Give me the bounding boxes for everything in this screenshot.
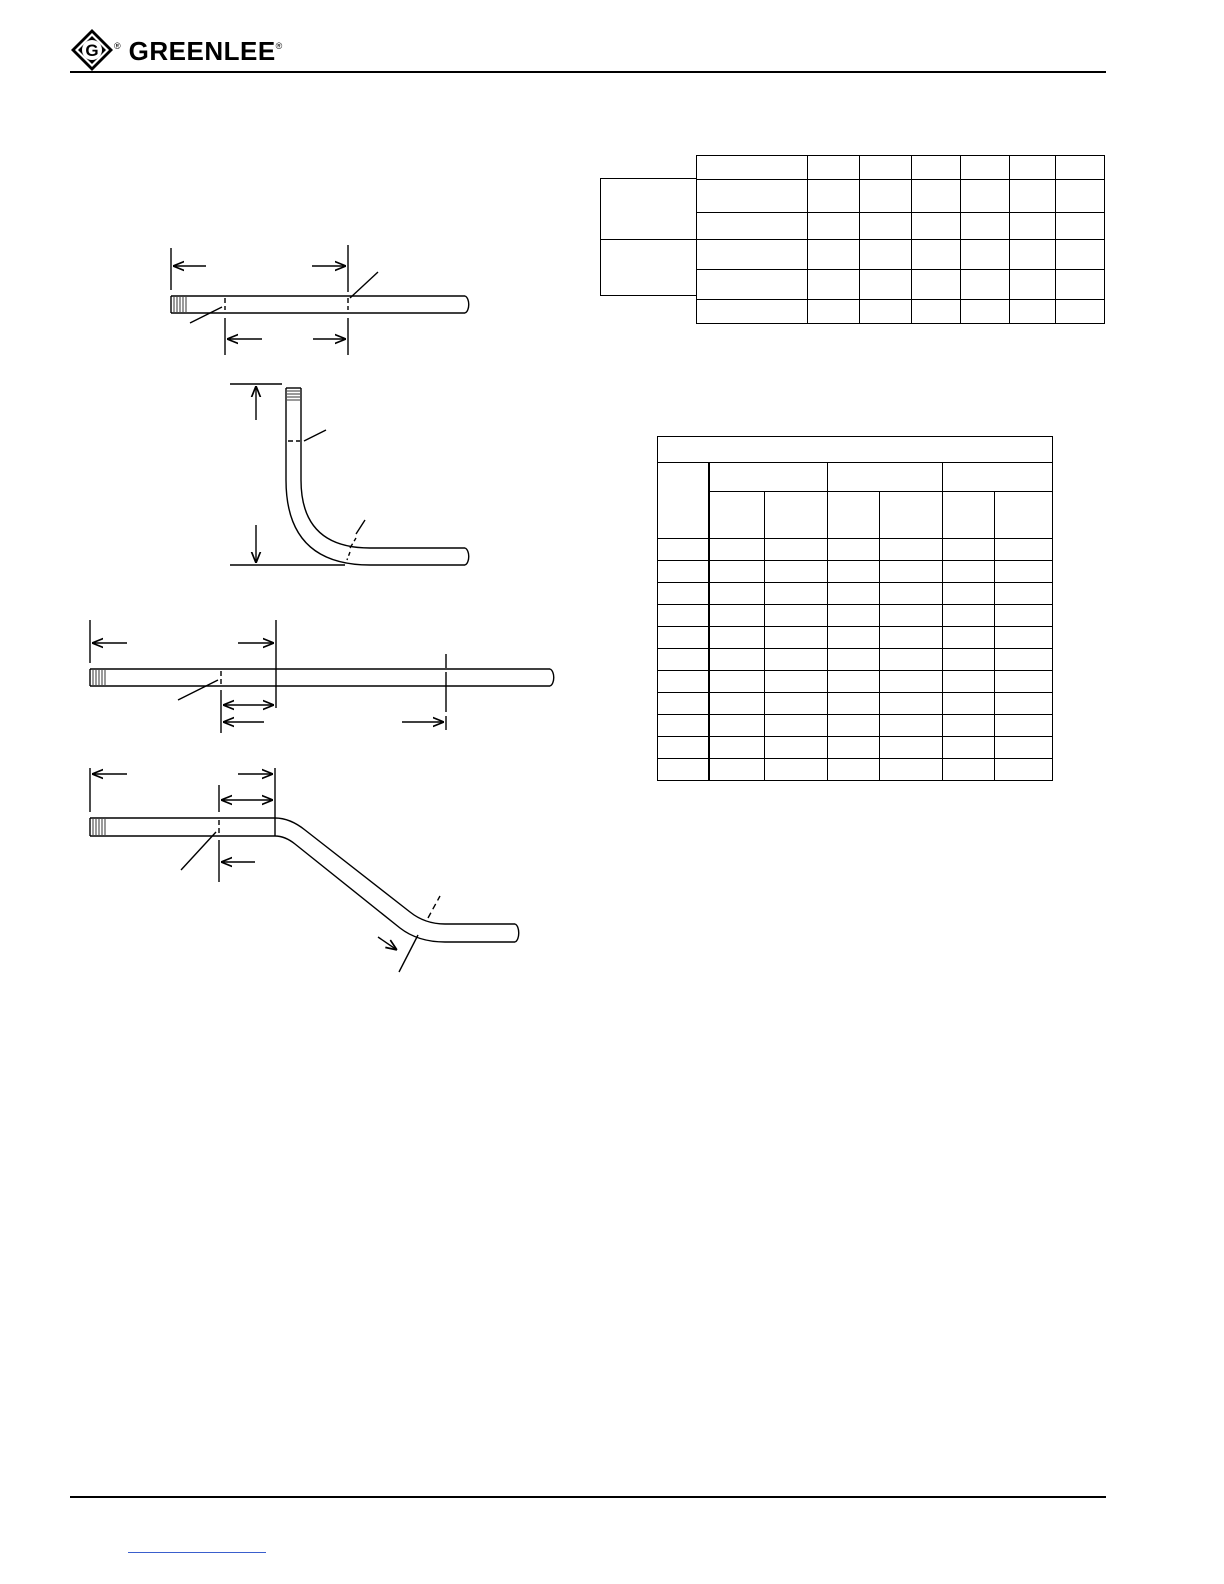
table-row	[658, 539, 1053, 561]
table-row	[697, 156, 1105, 180]
figure-straight-measure	[171, 245, 469, 355]
table-row	[658, 737, 1053, 759]
table-title-row	[658, 437, 1053, 463]
table-row	[658, 715, 1053, 737]
table-2	[657, 436, 1053, 781]
table-1-row-group	[600, 178, 696, 296]
table-row	[697, 213, 1105, 240]
table-row	[658, 671, 1053, 693]
footer-link[interactable]	[128, 1552, 266, 1553]
table-row	[658, 583, 1053, 605]
table-row	[697, 180, 1105, 213]
table-row	[658, 759, 1053, 781]
table-row	[658, 561, 1053, 583]
table-row	[658, 649, 1053, 671]
table-header-row	[658, 463, 1053, 492]
figure-stub-90	[230, 384, 469, 565]
table-subheader-row	[658, 492, 1053, 539]
table-row	[697, 240, 1105, 270]
svg-text:G: G	[85, 41, 99, 60]
registered-mark: ®	[114, 41, 121, 51]
table-row	[658, 605, 1053, 627]
table-row	[697, 300, 1105, 324]
figure-straight-long	[90, 620, 554, 733]
table-row	[658, 693, 1053, 715]
table-row	[658, 627, 1053, 649]
registered-mark-2: ®	[275, 41, 283, 51]
footer-rule	[70, 1496, 1106, 1498]
table-row	[697, 270, 1105, 300]
table-1	[696, 155, 1105, 324]
figure-offset-bend	[90, 768, 519, 972]
brand-name: GREENLEE	[128, 35, 276, 66]
